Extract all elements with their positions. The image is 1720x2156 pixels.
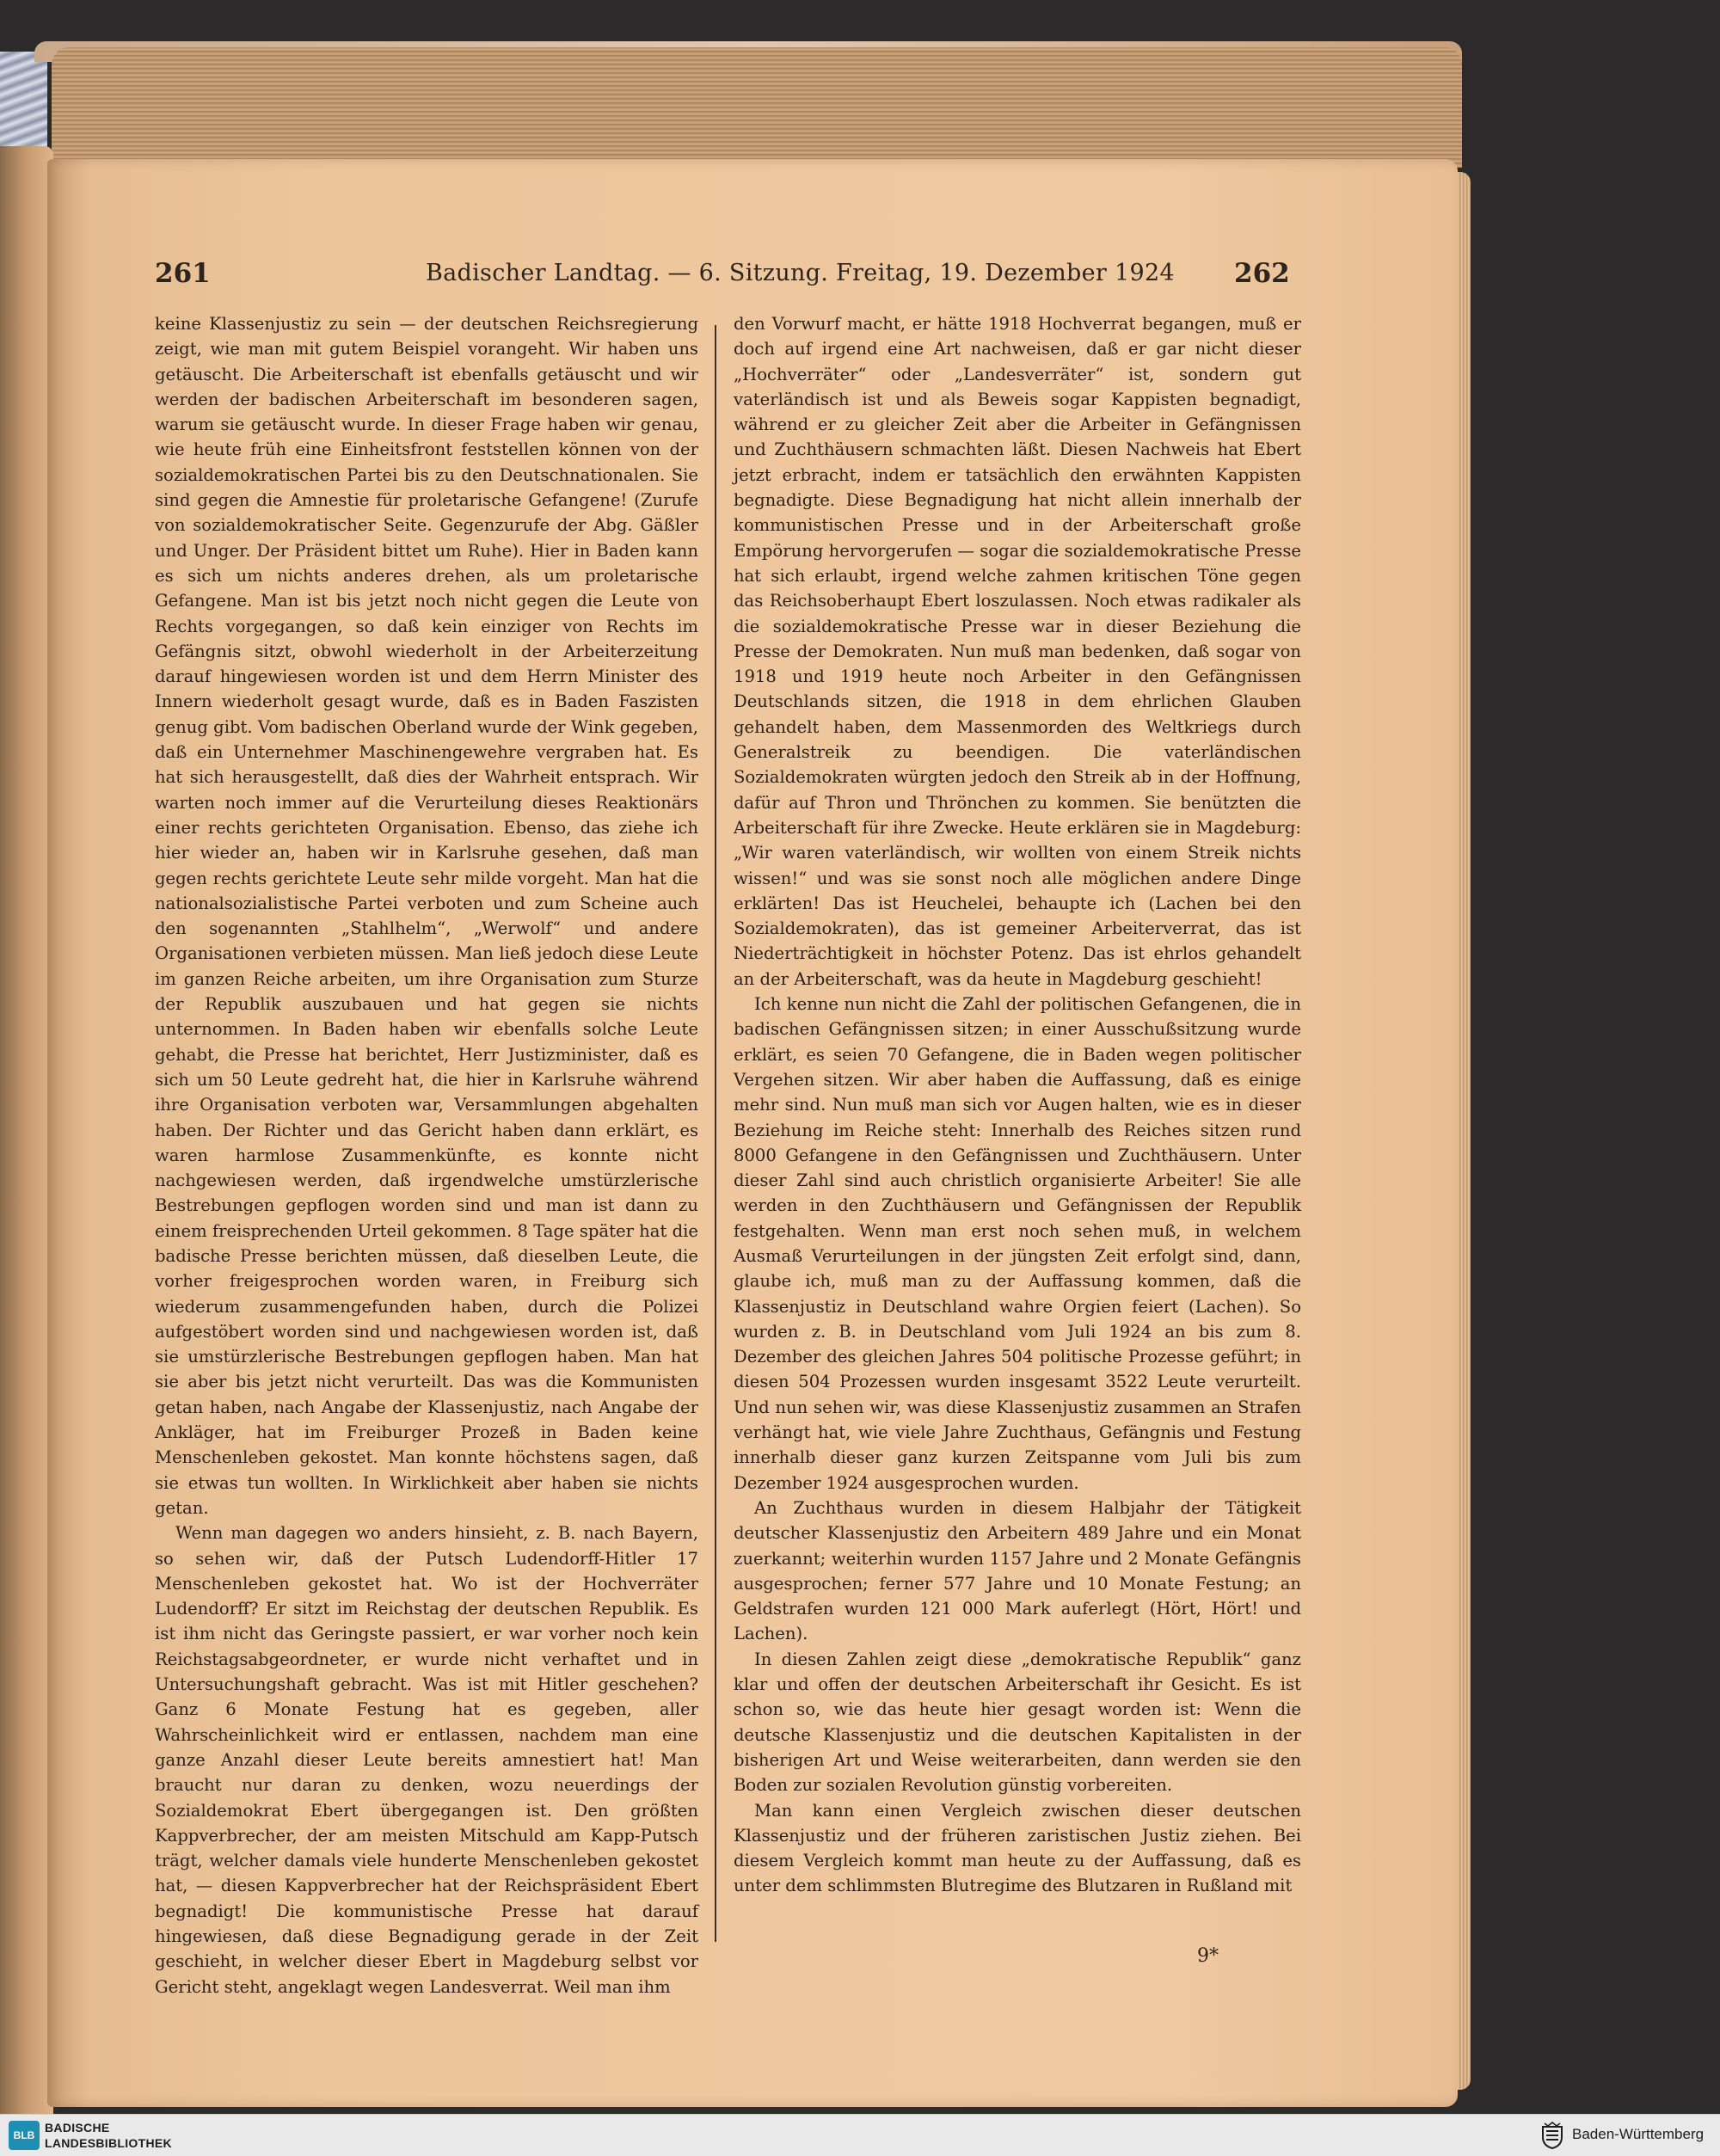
- footer-bar: [0, 2114, 1720, 2156]
- page-number-left: 261: [155, 258, 211, 289]
- paragraph: An Zuchthaus wurden in diesem Halbjahr der Tätigkeit deutscher Klassenjustiz den Arbeitern 489 Jahre und ein Monat zuerkannt; weiterhin wurden 1157 Jahre und 2 Monate Gefängnis ausgesprochen; ferner 577 Jahre und 10 Monate Festung; an Geldstrafen wurden 121 000 Mark auferlegt (Hört, Hört! und Lachen).: [734, 1497, 1301, 1644]
- baden-wuerttemberg-crest-icon[interactable]: [1539, 2122, 1565, 2149]
- library-name[interactable]: [45, 2120, 172, 2151]
- bookmark-ribbon: [0, 52, 47, 155]
- paragraph: In diesen Zahlen zeigt diese „demokratische Republik“ ganz klar und offen der deutschen Arbeiterschaft ihr Gesicht. Es ist schon so, wie das heute hier gesagt worden ist: Wenn die deutsche Klassenjustiz und die deutschen Kapitalisten in der bisherigen Art und Weise weiterarbeiten, dann werden sie den Boden zur sozialen Revolution günstig vorbereiten.: [734, 1649, 1301, 1796]
- page-header: [155, 258, 1290, 292]
- blb-logo-icon[interactable]: BLB: [9, 2121, 40, 2150]
- book-left-page-edge: [0, 146, 53, 2124]
- column-divider: [715, 325, 716, 1942]
- paragraph: Man kann einen Vergleich zwischen dieser deutschen Klassenjustiz und der früheren zaristischen Justiz ziehen. Bei diesem Vergleich kommt man heute zu der Auffassung, daß es unter dem schlimmsten Blutregime des Blutzaren in Rußland mit: [734, 1800, 1301, 1896]
- paragraph: keine Klassenjustiz zu sein — der deutschen Reichsregierung zeigt, wie man mit gutem Beispiel vorangeht. Wir haben uns getäuscht. Die Arbeiterschaft ist ebenfalls getäuscht und wir werden der badischen Arbeiterschaft im besonderen sagen, warum sie getäuscht wurde. In dieser Frage haben wir genau, wie heute früh eine Einheitsfront feststellen können von der sozialdemokratischen Partei bis zu den Deutschnationalen. Sie sind gegen die Amnestie für proletarische Gefangene! (Zurufe von sozialdemokratischer Seite. Gegenzurufe der Abg. Gäßler und Unger. Der Präsident bittet um Ruhe). Hier in Baden kann es sich um nichts anderes drehen, als um proletarische Gefangene. Man ist bis jetzt noch nicht gegen die Leute von Rechts vorgegangen, so daß kein einziger von Rechts im Gefängnis sitzt, obwohl wiederholt in der Arbeiterzeitung darauf hingewiesen worden ist und dem Herrn Minister des Innern wiederholt gesagt wurde, daß es in Baden Faszisten genug gibt. Vom badischen Oberland wurde der Wink gegeben, daß ein Unternehmer Maschinengewehre vergraben hat. Es hat sich herausgestellt, daß dies der Wahrheit entsprach. Wir warten noch immer auf die Verurteilung dieses Reaktionärs einer rechts gerichteten Organisation. Ebenso, das ziehe ich hier wieder an, haben wir in Karlsruhe gesehen, daß man gegen rechts gerichtete Leute sehr milde vorgeht. Man hat die nationalsozialistische Partei verboten und zum Scheine auch den sogenannten „Stahlhelm“, „Werwolf“ und andere Organisationen verbieten müssen. Man ließ jedoch diese Leute im ganzen Reiche arbeiten, um ihre Organisation zum Sturze der Republik auszubauen und hat gegen sie nichts unternommen. In Baden haben wir ebenfalls solche Leute gehabt, die Presse hat berichtet, Herr Justizminister, daß es sich um 50 Leute gedreht hat, die hier in Karlsruhe während ihre Organisation verboten war, Versammlungen abgehalten haben. Der Richter und das Gericht haben dann erklärt, es waren harmlose Zusammenkünfte, es konnte nicht nachgewiesen werden, daß irgendwelche umstürzlerische Bestrebungen gepflogen worden sind und man ist dann zu einem freisprechenden Urteil gekommen. 8 Tage später hat die badische Presse berichten müssen, daß dieselben Leute, die vorher freigesprochen worden waren, in Freiburg sich wiederum zusammengefunden haben, durch die Polizei aufgestöbert worden sind und nachgewiesen worden ist, daß sie umstürzlerische Bestrebungen gepflogen haben. Man hat sie aber bis jetzt nicht verurteilt. Das was die Kommunisten getan haben, nach Angabe der Klassenjustiz, nach Angabe der Ankläger, hat im Freiburger Prozeß in Baden keine Menschenleben gekostet. Man konnte höchstens sagen, daß sie etwas tun wollten. In Wirklichkeit aber haben sie nichts getan.: [155, 314, 698, 1518]
- library-name-line1: BADISCHE: [45, 2121, 110, 2135]
- book-page-block-top: [52, 47, 1462, 168]
- running-title: Badischer Landtag. — 6. Sitzung. Freitag, 19. Dezember 1924: [426, 260, 1175, 286]
- library-name-line2: LANDESBIBLIOTHEK: [45, 2136, 172, 2150]
- partner-name[interactable]: Baden-Württemberg: [1572, 2126, 1705, 2142]
- text-column-left: [155, 311, 698, 1999]
- paragraph: den Vorwurf macht, er hätte 1918 Hochverrat begangen, muß er doch auf irgend eine Art nachweisen, daß er gar nicht dieser „Hochverräter“ oder „Landesverräter“ ist, sondern gut vaterländisch ist und als Beweis sogar Kappisten begnadigt, während er zu gleicher Zeit aber die Arbeiter in Gefängnissen und Zuchthäusern schmachten läßt. Diesen Nachweis hat Ebert jetzt erbracht, indem er tatsächlich den erwähnten Kappisten begnadigte. Diese Begnadigung hat nicht allein innerhalb der kommunistischen Presse und in der Arbeiterschaft große Empörung hervorgerufen — sogar die sozialdemokratische Presse hat sich erlaubt, irgend welche zahmen kritischen Töne gegen das Reichsoberhaupt Ebert loszulassen. Noch etwas radikaler als die sozialdemokratische Presse war in dieser Beziehung die Presse der Demokraten. Nun muß man bedenken, daß sogar von 1918 und 1919 heute noch Arbeiter in den Gefängnissen Deutschlands sitzen, die 1918 in dem ehrlichen Glauben gehandelt haben, dem Massenmorden des Weltkriegs durch Generalstreik zu beendigen. Die vaterländischen Sozialdemokraten würgten jedoch den Streik ab in der Hoffnung, dafür auf Thron und Thrönchen zu kommen. Sie benützten die Arbeiterschaft für ihre Zwecke. Heute erklären sie in Magdeburg: „Wir waren vaterländisch, wir wollten von einem Streik nichts wissen!“ und was sie sonst noch alle möglichen andere Dinge erklärten! Das ist Heuchelei, behaupte ich (Lachen bei den Sozialdemokraten), das ist gemeiner Arbeiterverrat, das ist Niederträchtigkeit in höchster Potenz. Das ist ehrlos gehandelt an der Arbeiterschaft, was da heute in Magdeburg geschieht!: [734, 314, 1301, 989]
- page-number-right: 262: [1234, 258, 1290, 289]
- paragraph: Wenn man dagegen wo anders hinsieht, z. B. nach Bayern, so sehen wir, daß der Putsch Ludendorff-Hitler 17 Menschenleben gekostet hat. Wo ist der Hochverräter Ludendorff? Er sitzt im Reichstag der deutschen Republik. Es ist ihm nicht das Geringste passiert, er war vorher noch kein Reichstagsabgeordneter, er wurde nicht verhaftet und in Untersuchungshaft gebracht. Was ist mit Hitler geschehen? Ganz 6 Monate Festung hat es gegeben, aller Wahrscheinlichkeit wird er entlassen, nachdem man eine ganze Anzahl dieser Leute bereits amnestiert hat! Man braucht nur daran zu denken, wozu neuerdings der Sozialdemokrat Ebert übergegangen ist. Den größten Kappverbrecher, der am meisten Mitschuld am Kapp-Putsch trägt, welcher damals viele hunderte Menschenleben gekostet hat, — diesen Kappverbrecher hat der Reichspräsident Ebert begnadigt! Die kommunistische Presse hat darauf hingewiesen, daß diese Begnadigung gerade in der Zeit geschieht, in welcher dieser Ebert in Magdeburg selbst vor Gericht steht, angeklagt wegen Landesverrat. Weil man ihm: [155, 1523, 698, 1997]
- paragraph: Ich kenne nun nicht die Zahl der politischen Gefangenen, die in badischen Gefängnissen sitzen; in einer Ausschußsitzung wurde erklärt, es seien 70 Gefangene, die in Baden wegen politischer Vergehen sitzen. Wir aber haben die Auffassung, daß es einige mehr sind. Nun muß man sich vor Augen halten, wie es in dieser Beziehung im Reiche steht: Innerhalb des Reiches sitzen rund 8000 Gefangene in den Gefängnissen und Zuchthäusern. Unter dieser Zahl sind auch christlich organisierte Arbeiter! Sie alle werden in den Zuchthäusern und Gefängnissen der Republik festgehalten. Wenn man erst noch sehen muß, in welchem Ausmaß Verurteilungen in der jüngsten Zeit erfolgt sind, dann, glaube ich, muß man zu der Auffassung kommen, daß die Klassenjustiz in Deutschland wahre Orgien feiert (Lachen). So wurden z. B. in Deutschland vom Juli 1924 an bis zum 8. Dezember des gleichen Jahres 504 politische Prozesse geführt; in diesen 504 Prozessen wurden insgesamt 3522 Leute verurteilt. Und nun sehen wir, was diese Klassenjustiz zusammen an Strafen verhängt hat, wie viele Jahre Zuchthaus, Gefängnis und Festung innerhalb dieser ganz kurzen Zeitspanne vom Juli bis zum Dezember 1924 ausgesprochen wurden.: [734, 994, 1301, 1493]
- text-column-right: [734, 311, 1301, 1899]
- printer-signature-mark: 9*: [1197, 1945, 1219, 1967]
